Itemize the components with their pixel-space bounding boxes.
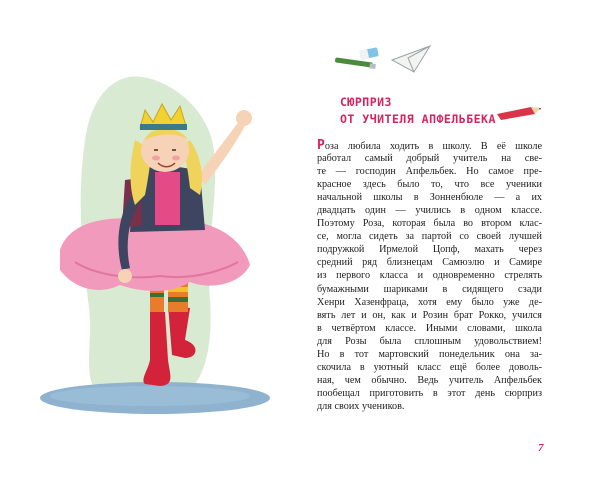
paper-plane-icon xyxy=(392,46,430,72)
text-line: скочила в уютный класс ещё более доволь- xyxy=(317,361,542,373)
text-line: те — господин Апфельбек. Но самое пре- xyxy=(317,166,542,178)
eraser-icon xyxy=(359,47,378,60)
chapter-title-line1: СЮРПРИЗ xyxy=(340,95,392,109)
drop-cap: Р xyxy=(317,138,325,153)
text-line: для Розы была сплошным удовольствием! xyxy=(317,335,542,347)
text-line: красное здесь было то, что все ученики xyxy=(317,179,542,191)
text-line: Поэтому Роза, которая была во втором клас- xyxy=(317,218,542,230)
pencil-icon xyxy=(495,104,543,120)
text-line: для своих учеников. xyxy=(317,400,405,412)
text-line: вять лет и он, как и Розин брат Рокко, учился xyxy=(317,309,542,321)
chapter-title-line2: ОТ УЧИТЕЛЯ АПФЕЛЬБЕКА xyxy=(340,112,496,126)
text-line: средний ряд близнецам Самюэлю и Самире xyxy=(317,257,542,269)
text-line: бумажными шариками в сидящего сзади xyxy=(317,283,542,295)
text-line: ная, чем обычно. Ведь учитель Апфельбек xyxy=(317,374,542,386)
page-number: 7 xyxy=(538,442,544,454)
text-line: Но в тот мартовский понедельник она за- xyxy=(317,348,542,360)
stationery-icons xyxy=(330,40,440,80)
text-line: из первого класса и одновременно стрелять xyxy=(317,270,542,282)
text-line: работал самый добрый учитель на све- xyxy=(317,153,542,165)
pen-icon xyxy=(335,57,376,69)
text-line: двадцать один — учились в одном классе. xyxy=(317,205,542,217)
text-line: се, могла сидеть за партой со своей лучшей xyxy=(317,231,542,243)
body-text xyxy=(317,139,542,413)
text-line: подружкой Ирмелой Цопф, махать через xyxy=(317,244,542,256)
text-line: пообещал приготовить в этот день сюрприз xyxy=(317,387,542,399)
text-line: в четвёртом классе. Иными словами, школа xyxy=(317,322,542,334)
text-line: Роза любила ходить в школу. В её школе xyxy=(317,138,542,153)
text-line: начальной школы в Зонненбюле — а их xyxy=(317,192,542,204)
text-line: Хенри Хазенфраца, хотя ему было уже де- xyxy=(317,296,542,308)
